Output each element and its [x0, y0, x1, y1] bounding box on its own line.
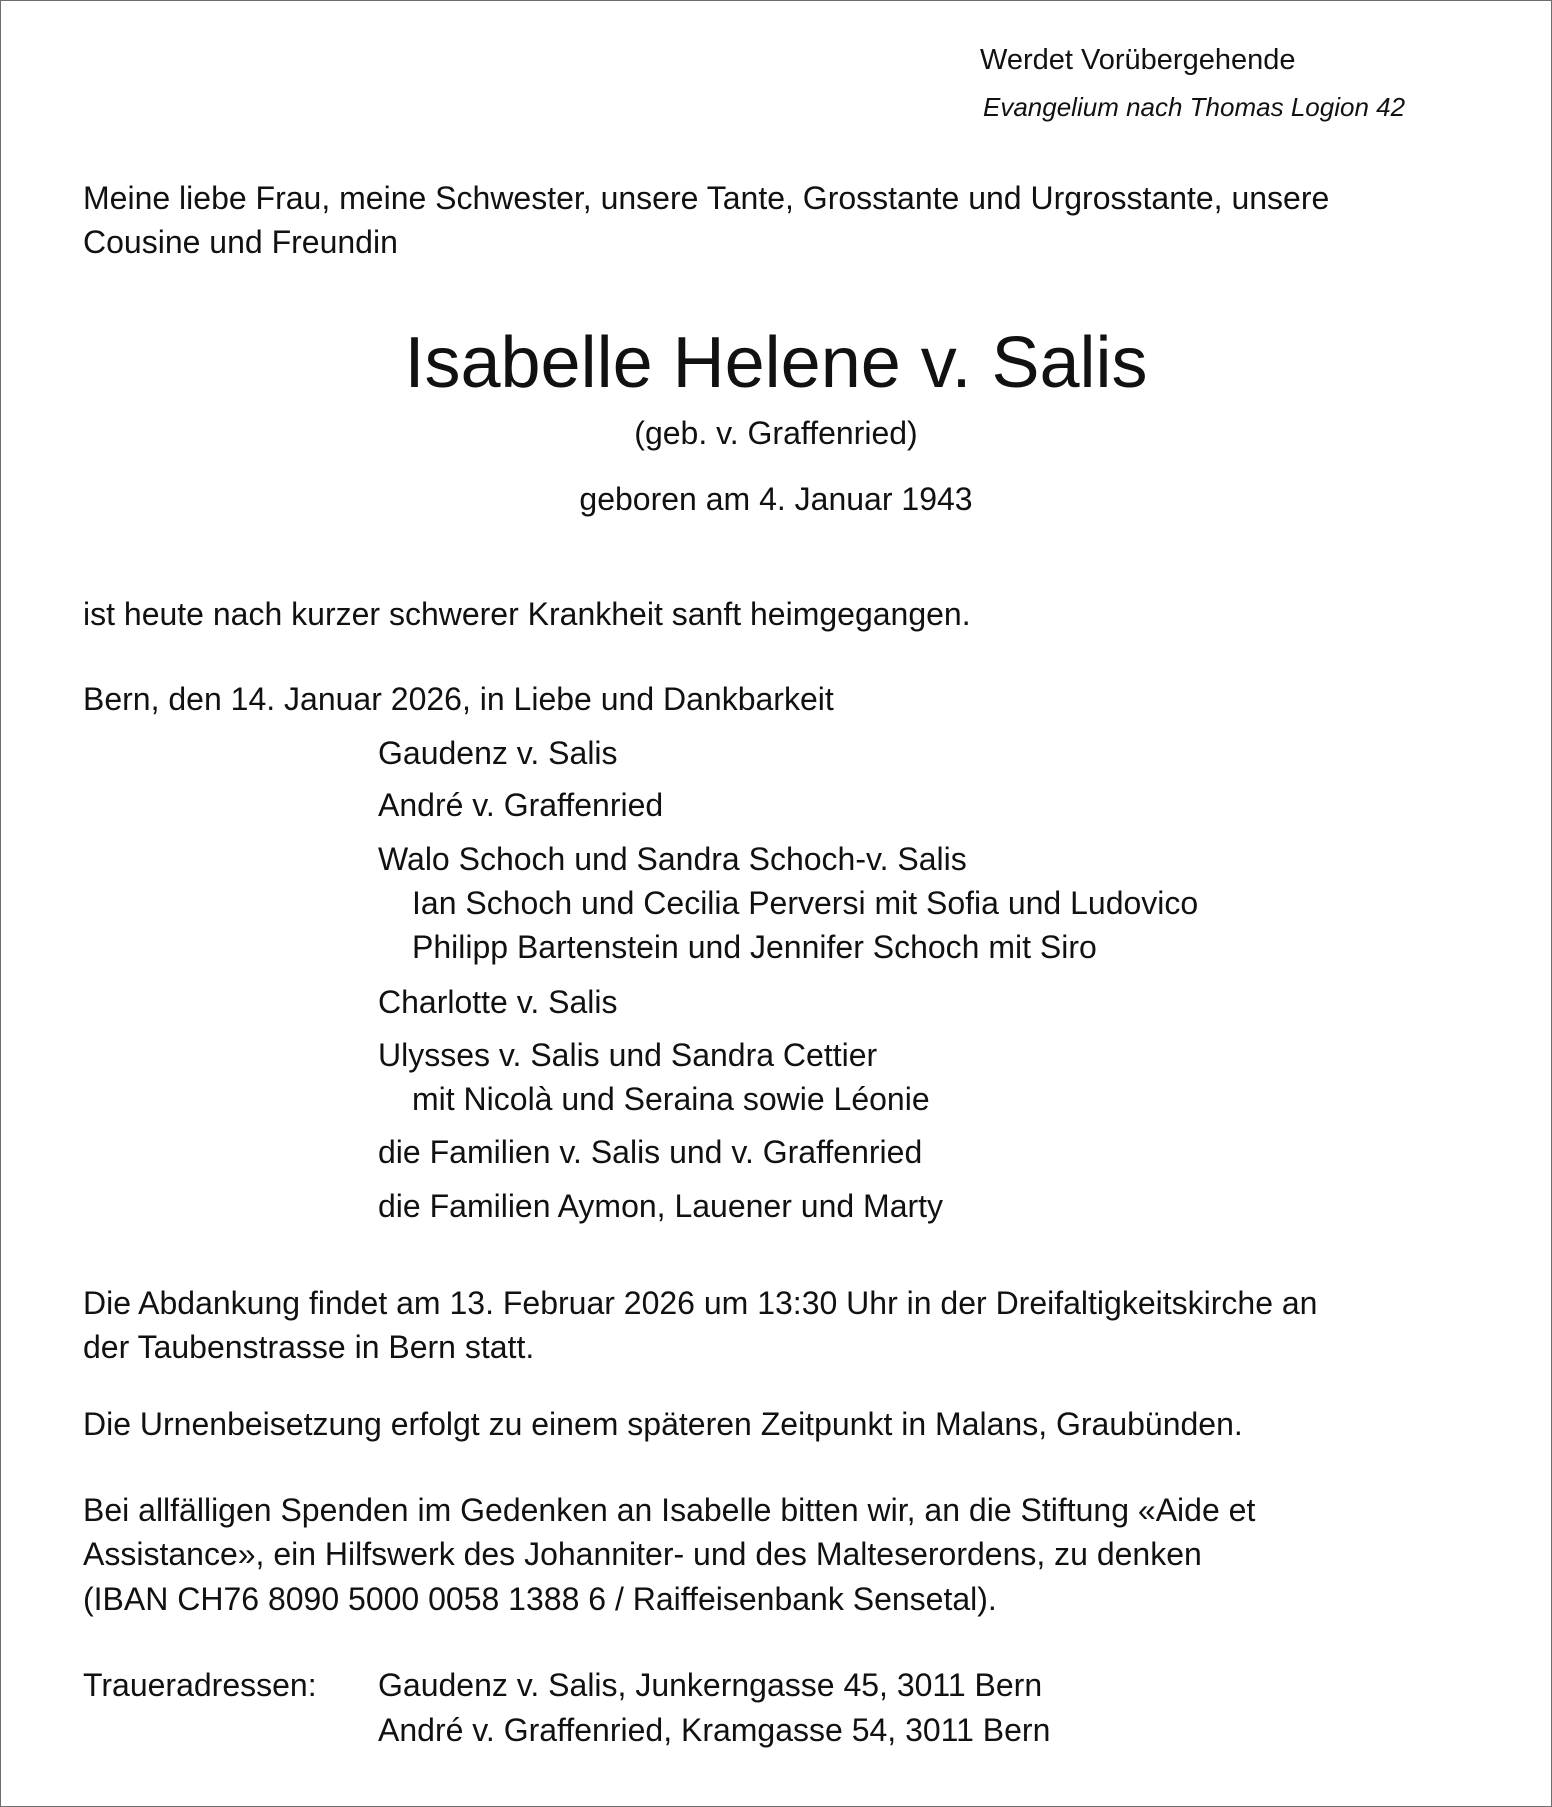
motto-quote: Werdet Vorübergehende [980, 44, 1296, 76]
addresses-label: Traueradressen: [83, 1667, 317, 1703]
place-date: Bern, den 14. Januar 2026, in Liebe und Dankbarkeit [83, 681, 834, 717]
mourner: mit Nicolà und Seraina sowie Léonie [412, 1081, 930, 1117]
service-line: Die Abdankung findet am 13. Februar 2026 um 13:30 Uhr in der Dreifaltigkeitskirche an [83, 1285, 1318, 1321]
mourner: Walo Schoch und Sandra Schoch-v. Salis [378, 841, 967, 877]
birth-date: geboren am 4. Januar 1943 [579, 481, 973, 517]
deceased-name: Isabelle Helene v. Salis [404, 323, 1148, 403]
burial-text: Die Urnenbeisetzung erfolgt zu einem späteren Zeitpunkt in Malans, Graubünden. [83, 1406, 1243, 1442]
donation-line: (IBAN CH76 8090 5000 0058 1388 6 / Raiffeisenbank Sensetal). [83, 1581, 997, 1617]
intro-line: Cousine und Freundin [83, 224, 398, 260]
passing-text: ist heute nach kurzer schwerer Krankheit sanft heimgegangen. [83, 596, 971, 632]
donation-line: Bei allfälligen Spenden im Gedenken an Isabelle bitten wir, an die Stiftung «Aide et [83, 1492, 1256, 1528]
motto-source: Evangelium nach Thomas Logion 42 [983, 92, 1406, 122]
mourner: die Familien Aymon, Lauener und Marty [378, 1188, 944, 1224]
mourner: André v. Graffenried [378, 787, 664, 823]
address-line: Gaudenz v. Salis, Junkerngasse 45, 3011 Bern [378, 1667, 1043, 1703]
service-line: der Taubenstrasse in Bern statt. [83, 1329, 535, 1365]
address-line: André v. Graffenried, Kramgasse 54, 3011 Bern [378, 1712, 1051, 1748]
maiden-name: (geb. v. Graffenried) [634, 415, 918, 451]
mourner: Gaudenz v. Salis [378, 735, 618, 771]
intro-line: Meine liebe Frau, meine Schwester, unsere Tante, Grosstante und Urgrosstante, unsere [83, 180, 1330, 216]
mourner: Ulysses v. Salis und Sandra Cettier [378, 1037, 878, 1073]
mourner: Charlotte v. Salis [378, 984, 618, 1020]
donation-line: Assistance», ein Hilfswerk des Johanniter- und des Malteserordens, zu denken [83, 1536, 1202, 1572]
mourner: die Familien v. Salis und v. Graffenried [378, 1134, 923, 1170]
mourner: Philipp Bartenstein und Jennifer Schoch mit Siro [412, 929, 1097, 965]
mourner: Ian Schoch und Cecilia Perversi mit Sofia und Ludovico [412, 885, 1199, 921]
